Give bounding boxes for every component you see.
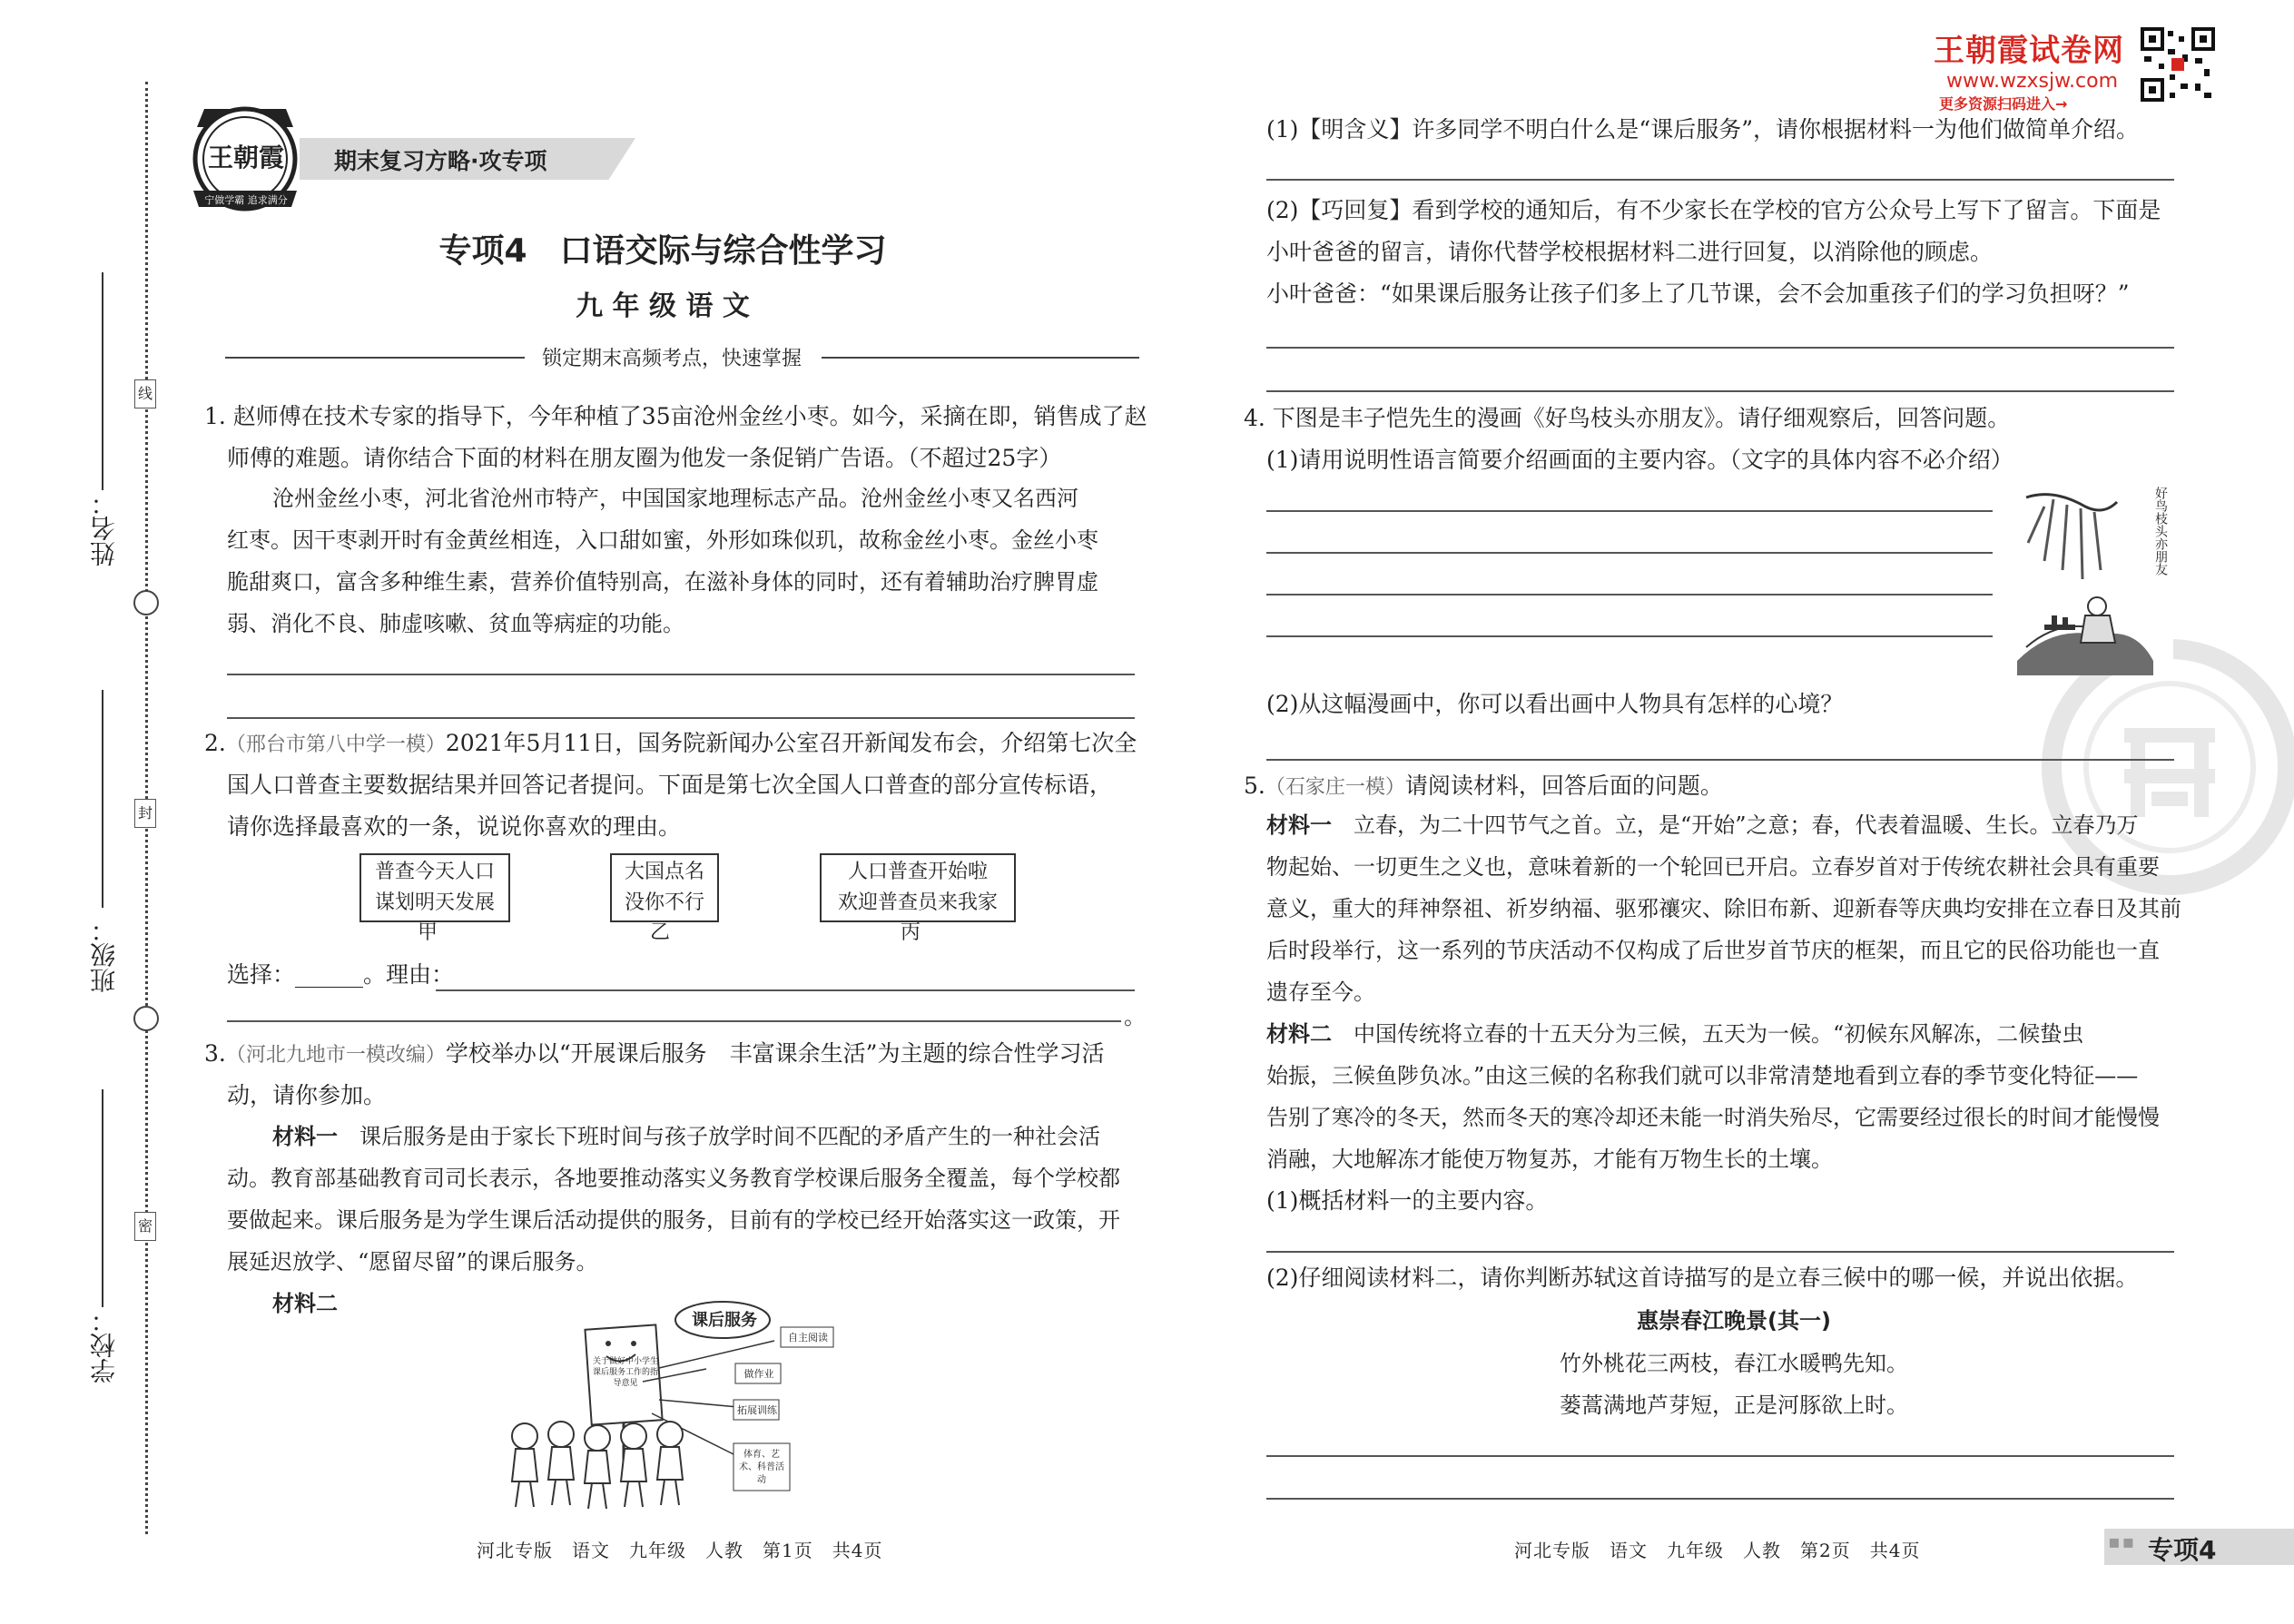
- q5-material-line: 告别了寒冷的冬天，然而冬天的寒冷却还未能一时消失殆尽，它需要经过很长的时间才能慢慢: [1266, 1105, 2160, 1130]
- slogan-tag-bing: 丙: [901, 921, 921, 944]
- q1-stem: 1. 赵师傅在技术专家的指导下，今年种植了35亩沧州金丝小枣。如今，采摘在即，销售成了赵: [204, 403, 1147, 429]
- q3-mat1-label: 材料一: [272, 1124, 338, 1149]
- q3-material-line: 动。教育部基础教育司司长表示，各地要推动落实义务教育学校课后服务全覆盖，每个学校都: [227, 1166, 1120, 1191]
- badge-name: 王朝霞: [207, 143, 284, 172]
- q5-number: 5.: [1244, 773, 1265, 799]
- q1-material-line: 弱、消化不良、肺虚咳嗽、贫血等病症的功能。: [227, 611, 684, 636]
- q5-material-line: 消融，大地解冻才能使万物复苏，才能有万物生长的土壤。: [1266, 1147, 1833, 1172]
- q2-source: （邢台市第八中学一模）: [225, 733, 446, 756]
- tagline-rule-left: [225, 357, 525, 359]
- q3-mat2-label: 材料二: [272, 1291, 338, 1316]
- seal-char-feng: 封: [134, 799, 156, 828]
- seal-char-mi: 密: [134, 1212, 156, 1241]
- painting-inscription: 好鸟枝头亦朋友: [2153, 487, 2168, 576]
- class-label: 班级：: [89, 917, 119, 993]
- poem-line: 蒌蒿满地芦芽短，正是河豚欲上时。: [1560, 1393, 1908, 1418]
- q5-material-line: 遗存至今。: [1266, 979, 1375, 1005]
- q4-sub2: (2)从这幅漫画中，你可以看出画中人物具有怎样的心境？: [1266, 691, 1844, 717]
- q2-choose-label: 选择：______。理由：: [227, 961, 455, 988]
- q3-sub2-tag: (2)【巧回复】: [1266, 197, 1413, 223]
- slogan-card-jia[interactable]: [359, 853, 510, 922]
- q5-mat2-label: 材料二: [1266, 1021, 1332, 1047]
- slogan-tag-jia: 甲: [418, 921, 438, 944]
- footer-right: 河北专版 语文 九年级 人教 第2页 共4页: [1514, 1540, 1921, 1561]
- q3-sub2-quote: 小叶爸爸：“如果课后服务让孩子们多上了几节课，会不会加重孩子们的学习负担呀？”: [1266, 281, 2130, 307]
- answer-line[interactable]: [1266, 552, 1993, 554]
- binding-hole: [133, 1006, 159, 1031]
- badge-text: 宁做学霸 追求满分: [204, 194, 288, 206]
- q5-sub2: (2)仔细阅读材料二，请你判断苏轼这首诗描写的是立春三候中的哪一候，并说出依据。: [1266, 1265, 2139, 1291]
- q1-material-line: 沧州金丝小枣，河北省沧州市特产，中国国家地理标志产品。沧州金丝小枣又名西河: [272, 486, 1078, 511]
- q1-stem-2: 师傅的难题。请你结合下面的材料在朋友圈为他发一条促销广告语。（不超过25字）: [227, 445, 1062, 471]
- school-label: 学校：: [89, 1307, 119, 1383]
- answer-line[interactable]: [1266, 635, 1993, 637]
- site-logo[interactable]: [1934, 25, 2124, 113]
- answer-line[interactable]: [1266, 1251, 2174, 1253]
- q5-mat1-text: 立春，为二十四节气之首。立，是“开始”之意；春，代表着温暖、生长。立春乃万: [1332, 812, 2139, 838]
- brand-badge: [186, 91, 304, 213]
- cartoon-sign: 体育、艺术、科普活动: [739, 1450, 784, 1485]
- footer-left: 河北专版 语文 九年级 人教 第1页 共4页: [477, 1540, 883, 1561]
- cartoon-bubble-text: 课后服务: [692, 1311, 757, 1330]
- name-label: 姓名：: [89, 490, 119, 566]
- q5-material-line: 始振，三候鱼陟负冰。”由这三候的名称我们就可以非常清楚地看到立春的季节变化特征——: [1266, 1063, 2139, 1088]
- slogan-tag-yi: 乙: [650, 921, 671, 944]
- q3-material-line: 展延迟放学、“愿留尽留”的课后服务。: [227, 1249, 598, 1275]
- seal-char-xian: 线: [134, 379, 156, 408]
- school-blank[interactable]: [102, 1089, 103, 1307]
- site-logo-url: www.wzxsjw.com: [1946, 70, 2119, 93]
- name-blank[interactable]: [102, 272, 103, 490]
- answer-line[interactable]: [1266, 1455, 2174, 1457]
- q3-material-1-line1: [272, 1116, 1144, 1158]
- q3-number: 3.: [204, 1040, 226, 1067]
- slogan-card-bing[interactable]: [820, 853, 1016, 922]
- class-blank[interactable]: [102, 690, 103, 908]
- answer-line[interactable]: [1266, 759, 2174, 761]
- site-logo-title: 王朝霞试卷网: [1934, 33, 2124, 69]
- q3-sub1-tag: (1)【明含义】: [1266, 116, 1413, 143]
- q4-stem: 4. 下图是丰子恺先生的漫画《好鸟枝头亦朋友》。请仔细观察后，回答问题。: [1244, 405, 2011, 431]
- q5-stem-text: 请阅读材料，回答后面的问题。: [1404, 773, 1723, 799]
- cartoon-sign: 做作业: [743, 1368, 774, 1380]
- q3-sub2: [1266, 190, 2192, 231]
- q3-sub2-text: 看到学校的通知后，有不少家长在学校的官方公众号上写下了留言。下面是: [1412, 197, 2161, 223]
- q2-number: 2.: [204, 730, 226, 756]
- q2-stem-c: 请你选择最喜欢的一条，说说你喜欢的理由。: [227, 813, 682, 840]
- cartoon-sign: 自主阅读: [788, 1332, 828, 1343]
- q1-material-line: 红枣。因干枣剥开时有金黄丝相连，入口甜如蜜，外形如珠似玑，故称金丝小枣。金丝小枣: [227, 527, 1098, 553]
- q5-stem: [1244, 765, 2188, 809]
- answer-line[interactable]: [1266, 510, 1993, 512]
- q2-end-mark: 。: [1124, 1004, 1146, 1029]
- slogan-line: 没你不行: [624, 891, 704, 914]
- q5-source: （石家庄一模）: [1265, 776, 1405, 799]
- q5-material-2-line1: [1266, 1013, 2192, 1056]
- q5-mat2-text: 中国传统将立春的十五天分为三候，五天为一候。“初候东风解冻，二候蛰虫: [1332, 1021, 2084, 1047]
- binding-hole: [133, 590, 159, 615]
- tagline-rule-right: [822, 357, 1139, 359]
- q3-sub2-text-2: 小叶爸爸的留言，请你代替学校根据材料二进行回复，以消除他的顾虑。: [1266, 239, 1994, 265]
- q3-source: （河北九地市一模改编）: [225, 1044, 446, 1067]
- answer-line[interactable]: [1266, 1498, 2174, 1500]
- cartoon-sign: 拓展训练: [737, 1404, 777, 1416]
- q4-sub1: (1)请用说明性语言简要介绍画面的主要内容。（文字的具体内容不必介绍）: [1266, 447, 2013, 473]
- q2-stem-b: 国人口普查主要数据结果并回答记者提问。下面是第七次全国人口普查的部分宣传标语，: [227, 772, 1113, 798]
- poem-line: 竹外桃花三两枝，春江水暖鸭先知。: [1560, 1351, 1908, 1376]
- q2-stem-a: 2021年5月11日，国务院新闻办公室召开新闻发布会，介绍第七次全: [445, 730, 1137, 756]
- after-school-cartoon: [497, 1300, 842, 1522]
- q3-sub1: [1266, 109, 2192, 151]
- answer-line[interactable]: [436, 989, 1135, 991]
- section-tab-dots: ▪▪: [2108, 1530, 2137, 1552]
- q2-stem: [204, 723, 1157, 766]
- slogan-line: 人口普查开始啦: [847, 861, 988, 883]
- q5-material-line: 物起始、一切更生之义也，意味着新的一个轮回已开启。立春岁首对于传统农耕社会具有重要: [1266, 854, 2160, 880]
- slogan-card-yi[interactable]: [610, 853, 719, 922]
- q3-stem: [204, 1033, 1157, 1077]
- q1-material-line: 脆甜爽口，富含多种维生素，营养价值特别高，在滋补身体的同时，还有着辅助治疗脾胃虚: [227, 569, 1098, 595]
- site-logo-scan: 更多资源扫码进入→: [1939, 95, 2068, 113]
- answer-line[interactable]: [1266, 390, 2174, 392]
- header-banner-text: 期末复习方略·攻专项: [334, 148, 547, 174]
- answer-line[interactable]: [227, 1020, 1121, 1022]
- poem-title: 惠崇春江晚景(其一): [1637, 1308, 1831, 1334]
- section-tab-label: 专项4: [2148, 1535, 2217, 1565]
- qr-code-icon[interactable]: [2141, 27, 2215, 102]
- q3-material-line: 要做起来。课后服务是为学生课后活动提供的服务，目前有的学校已经开始落实这一政策，开: [227, 1207, 1120, 1233]
- feng-zikai-painting: [2017, 479, 2173, 675]
- slogan-line: 大国点名: [624, 861, 704, 883]
- answer-line[interactable]: [1266, 594, 1993, 595]
- answer-line[interactable]: [227, 717, 1135, 719]
- answer-line[interactable]: [1266, 179, 2174, 181]
- q3-stem-b: 动，请你参加。: [227, 1082, 387, 1108]
- answer-line[interactable]: [227, 674, 1135, 675]
- q3-stem-a: 学校举办以“开展课后服务 丰富课余生活”为主题的综合性学习活: [445, 1040, 1105, 1067]
- slogan-line: 谋划明天发展: [374, 891, 495, 914]
- q5-sub1: (1)概括材料一的主要内容。: [1266, 1187, 1549, 1214]
- cartoon-board-text: 关于做好中小学生课后服务工作的指导意见: [592, 1357, 658, 1388]
- page-title: 专项4 口语交际与综合性学习: [438, 232, 887, 270]
- tagline: 锁定期末高频考点，快速掌握: [541, 348, 802, 370]
- q5-material-line: 后时段举行，这一系列的节庆活动不仅构成了后世岁首节庆的框架，而且它的民俗功能也一直: [1266, 938, 2160, 963]
- q5-mat1-label: 材料一: [1266, 812, 1332, 838]
- q3-sub1-text: 许多同学不明白什么是“课后服务”，请你根据材料一为他们做简单介绍。: [1412, 116, 2139, 143]
- answer-line[interactable]: [1266, 347, 2174, 349]
- q5-material-line: 意义，重大的拜神祭祖、祈岁纳福、驱邪禳灾、除旧布新、迎新春等庆典均安排在立春日及其前: [1266, 896, 2181, 921]
- q3-mat1-text: 课后服务是由于家长下班时间与孩子放学时间不匹配的矛盾产生的一种社会活: [338, 1124, 1100, 1149]
- slogan-line: 普查今天人口: [374, 861, 495, 883]
- page-subtitle: 九 年 级 语 文: [576, 290, 750, 322]
- q5-material-1-line1: [1266, 804, 2192, 847]
- slogan-line: 欢迎普查员来我家: [837, 891, 998, 914]
